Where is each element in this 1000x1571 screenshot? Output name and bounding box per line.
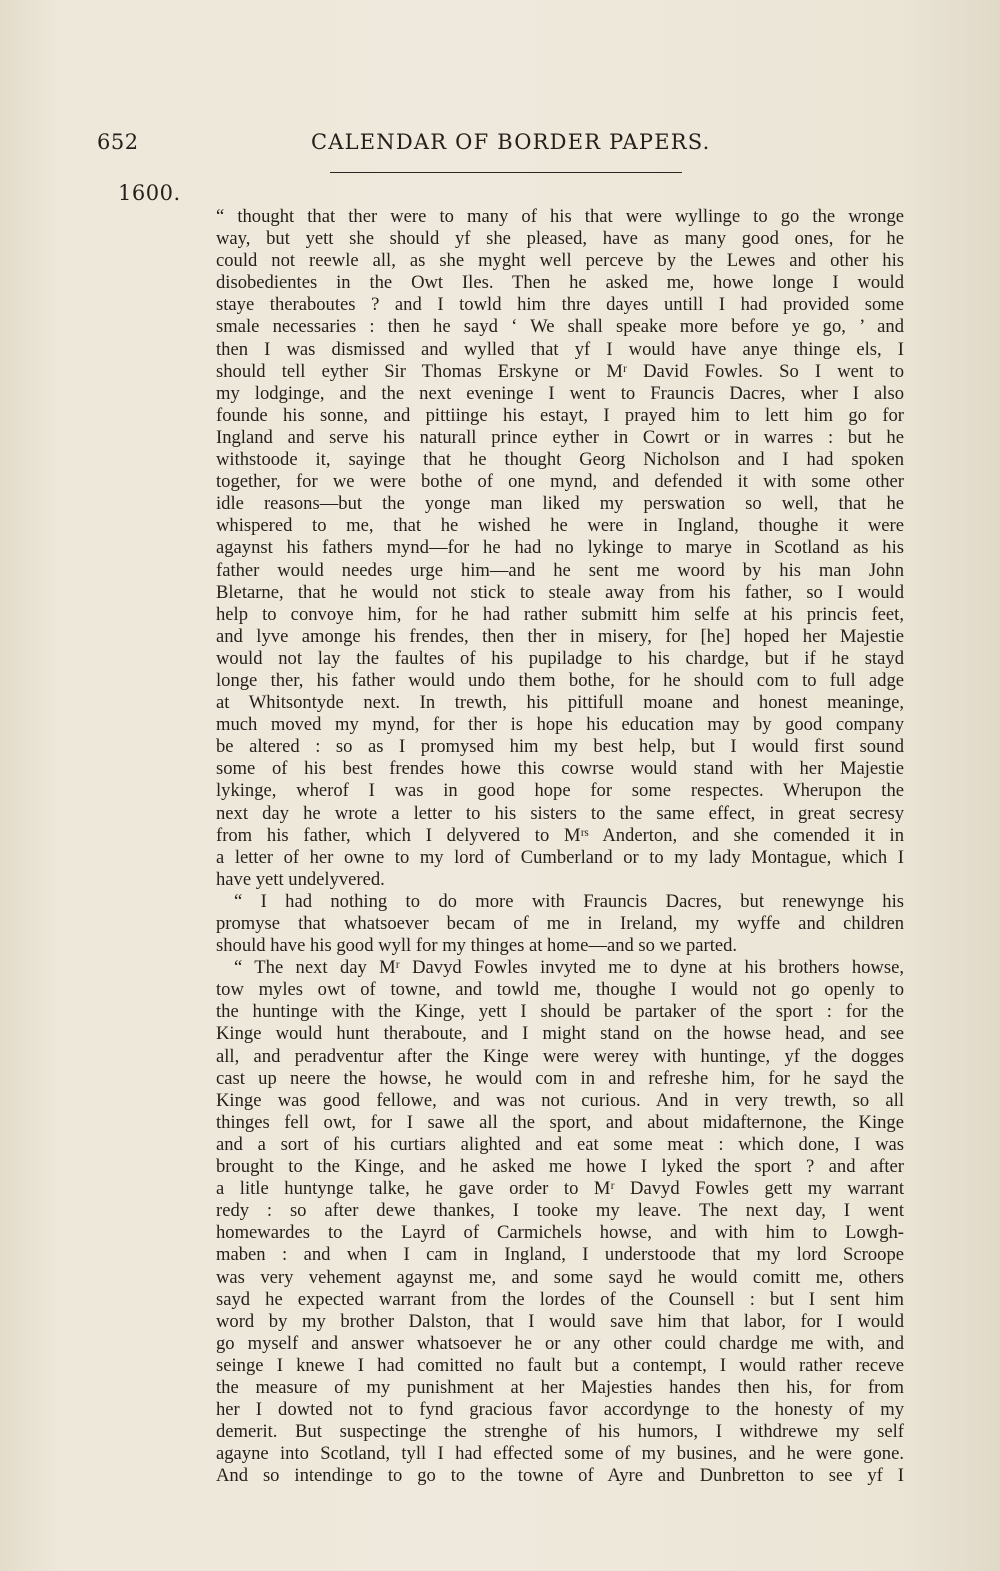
- text-line: founde his sonne, and pittiinge his estayt, I prayed him to lett him go for: [216, 404, 904, 426]
- text-line: maben : and when I cam in Ingland, I understoode that my lord Scroope: [216, 1244, 904, 1266]
- page-header: [97, 130, 903, 160]
- text-line: thinges fell owt, for I sawe all the sport, and about midafternone, the Kinge: [216, 1111, 904, 1133]
- text-line: agaynst his fathers mynd—for he had no lykinge to marye in Scotland as his: [216, 537, 904, 559]
- text-line: all, and peradventur after the Kinge were werey with huntinge, yf the dogges: [216, 1045, 904, 1067]
- text-line: some of his best frendes howe this cowrse would stand with her Majestie: [216, 758, 904, 780]
- text-line: disobedientes in the Owt Iles. Then he asked me, howe longe I would: [216, 272, 904, 294]
- text-line: lykinge, wherof I was in good hope for some respectes. Wherupon the: [216, 780, 904, 802]
- text-line: tow myles owt of towne, and towld me, thoughe I would not go openly to: [216, 979, 904, 1001]
- year-marginal: 1600.: [118, 181, 181, 205]
- text-line: And so intendinge to go to the towne of Ayre and Dunbretton to see yf I: [216, 1465, 904, 1487]
- text-line: idle reasons—but the yonge man liked my perswation so well, that he: [216, 493, 904, 515]
- text-line: father would needes urge him—and he sent me woord by his man John: [216, 559, 904, 581]
- text-line: a letter of her owne to my lord of Cumberland or to my lady Montague, which I: [216, 846, 904, 868]
- text-line: help to convoye him, for he had rather submitt him selfe at his princis feet,: [216, 603, 904, 625]
- text-line: from his father, which I delyvered to Mʳˢ Anderton, and she comended it in: [216, 824, 904, 846]
- text-line: word by my brother Dalston, that I would save him that labor, for I would: [216, 1310, 904, 1332]
- text-line: seinge I knewe I had comitted no fault but a contempt, I would rather receve: [216, 1354, 904, 1376]
- text-line: her I dowted not to fynd gracious favor accordynge to the honesty of my: [216, 1399, 904, 1421]
- text-line: could not reewle all, as she myght well perceve by the Lewes and other his: [216, 250, 904, 272]
- text-line: then I was dismissed and wylled that yf I would have anye thinge els, I: [216, 338, 904, 360]
- text-line: smale necessaries : then he sayd ‘ We shall speake more before ye go, ’ and: [216, 316, 904, 338]
- text-line: redy : so after dewe thankes, I tooke my leave. The next day, I went: [216, 1200, 904, 1222]
- page-number: 652: [97, 130, 139, 154]
- text-line: should tell eyther Sir Thomas Erskyne or Mʳ David Fowles. So I went to: [216, 360, 904, 382]
- text-line: Kinge would hunt theraboute, and I might stand on the howse head, and see: [216, 1023, 904, 1045]
- text-line: would not lay the faultes of his pupiladge to his chardge, but if he stayd: [216, 647, 904, 669]
- text-line: cast up neere the howse, he would com in and refreshe him, for he sayd the: [216, 1067, 904, 1089]
- text-line: a litle huntynge talke, he gave order to Mʳ Davyd Fowles gett my warrant: [216, 1178, 904, 1200]
- text-line: demerit. But suspectinge the strenghe of his humors, I withdrewe my self: [216, 1421, 904, 1443]
- text-line: and lyve amonge his frendes, then ther in misery, for [he] hoped her Majestie: [216, 625, 904, 647]
- text-line: withstoode it, sayinge that he thought Georg Nicholson and I had spoken: [216, 449, 904, 471]
- text-line: Kinge was good fellowe, and was not curious. And in very trewth, so all: [216, 1089, 904, 1111]
- paragraph-end-line: should have his good wyll for my thinges at home—and so we parted.: [216, 935, 738, 957]
- text-line: longe ther, his father would undo them bothe, for he should com to full adge: [216, 669, 904, 691]
- text-line: be altered : so as I promysed him my best help, but I would first sound: [216, 736, 904, 758]
- text-line: the measure of my punishment at her Majesties handes then his, for from: [216, 1376, 904, 1398]
- header-rule: [330, 172, 682, 173]
- text-line: together, for we were bothe of one mynd, and defended it with some other: [216, 471, 904, 493]
- paragraph-end-line: have yett undelyvered.: [216, 868, 385, 890]
- text-line: “ thought that ther were to many of his that were wyllinge to go the wronge: [216, 206, 904, 227]
- text-line: much moved my mynd, for ther is hope his education may by good company: [216, 714, 904, 736]
- text-line: Bletarne, that he would not stick to steale away from his father, so I would: [216, 581, 904, 603]
- running-title: CALENDAR OF BORDER PAPERS.: [311, 130, 711, 154]
- text-line: my lodginge, and the next eveninge I went to Frauncis Dacres, wher I also: [216, 382, 904, 404]
- text-line: sayd he expected warrant from the lordes of the Counsell : but I sent him: [216, 1288, 904, 1310]
- text-line: promyse that whatsoever becam of me in Ireland, my wyffe and children: [216, 913, 904, 934]
- text-line: agayne into Scotland, tyll I had effected some of my busines, and he were gone.: [216, 1443, 904, 1465]
- text-line: way, but yett she should yf she pleased, have as many good ones, for he: [216, 228, 904, 250]
- text-line: go myself and answer whatsoever he or any other could chardge me with, and: [216, 1332, 904, 1354]
- text-line: whispered to me, that he wished he were in Ingland, thoughe it were: [216, 515, 904, 537]
- text-line: brought to the Kinge, and he asked me howe I lyked the sport ? and after: [216, 1156, 904, 1178]
- paragraph-start-line: “ The next day Mʳ Davyd Fowles invyted me to dyne at his brothers howse,: [234, 957, 904, 979]
- text-line: next day he wrote a letter to his sisters to the same effect, in great secresy: [216, 802, 904, 824]
- body-text: [216, 206, 904, 1487]
- text-line: at Whitsontyde next. In trewth, his pittifull moane and honest meaninge,: [216, 692, 904, 714]
- text-line: the huntinge with the Kinge, yett I should be partaker of the sport : for the: [216, 1001, 904, 1023]
- text-line: Ingland and serve his naturall prince eyther in Cowrt or in warres : but he: [216, 426, 904, 448]
- text-line: and a sort of his curtiars alighted and eat some meat : which done, I was: [216, 1133, 904, 1155]
- paragraph-start-line: “ I had nothing to do more with Frauncis Dacres, but renewynge his: [234, 890, 904, 912]
- text-line: staye theraboutes ? and I towld him thre dayes untill I had provided some: [216, 294, 904, 316]
- text-line: was very vehement agaynst me, and some sayd he would comitt me, others: [216, 1266, 904, 1288]
- text-line: homewardes to the Layrd of Carmichels howse, and with him to Lowgh-: [216, 1222, 904, 1244]
